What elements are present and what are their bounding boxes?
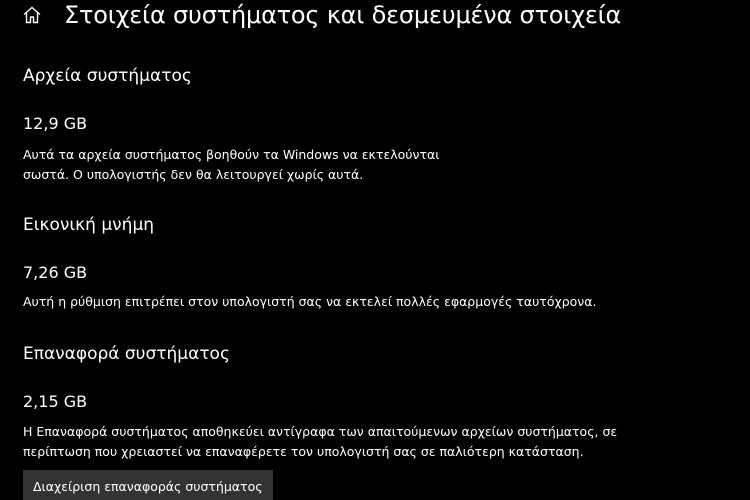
- virtual-memory-title: Εικονική μνήμη: [23, 215, 155, 235]
- system-restore-title: Επαναφορά συστήματος: [23, 344, 230, 364]
- system-restore-size: 2,15 GB: [23, 392, 88, 411]
- system-files-title: Αρχεία συστήματος: [23, 66, 192, 86]
- virtual-memory-description: [23, 292, 743, 312]
- virtual-memory-size: 7,26 GB: [23, 263, 88, 282]
- home-icon[interactable]: [22, 5, 42, 25]
- page-header: [22, 0, 621, 30]
- description-line: σωστά. Ο υπολογιστής δεν θα λειτουργεί χωρίς αυτά.: [23, 167, 364, 182]
- description-line: Η Επαναφορά συστήματος αποθηκεύει αντίγραφα των απαιτούμενων αρχείων συστήματος, σε: [23, 424, 618, 439]
- system-files-size: 12,9 GB: [23, 114, 88, 133]
- description-line: Αυτή η ρύθμιση επιτρέπει στον υπολογιστή σας να εκτελεί πολλές εφαρμογές ταυτόχρονα.: [23, 294, 597, 309]
- page-title: Στοιχεία συστήματος και δεσμευμένα στοιχεία: [64, 1, 622, 29]
- description-line: περίπτωση που χρειαστεί να επαναφέρετε τον υπολογιστή σας σε παλιότερη κατάσταση.: [23, 444, 584, 459]
- system-files-description: [23, 145, 743, 185]
- manage-system-restore-button[interactable]: Διαχείριση επαναφοράς συστήματος: [23, 470, 273, 500]
- system-restore-description: [23, 422, 743, 462]
- description-line: Αυτά τα αρχεία συστήματος βοηθούν τα Windows να εκτελούνται: [23, 147, 440, 162]
